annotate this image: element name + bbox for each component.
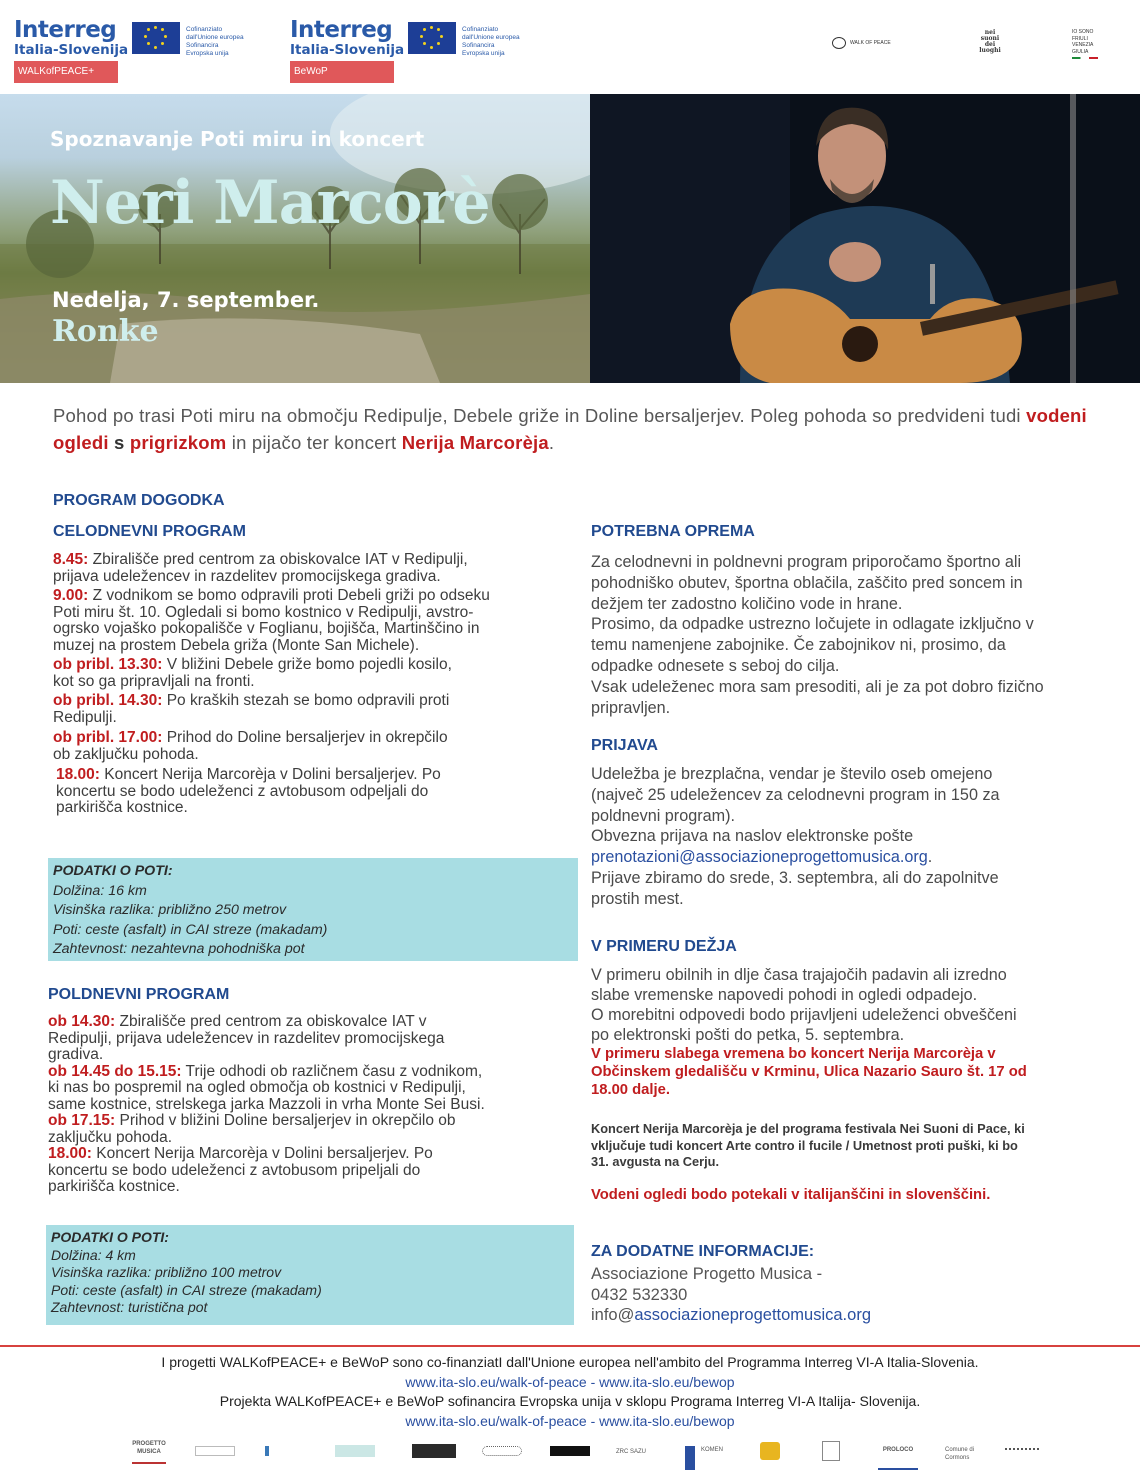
- half-day-title: POLDNEVNI PROGRAM: [48, 986, 230, 1003]
- festival-note: Koncert Nerija Marcorèja je del programa festivala Nei Suoni di Pace, ki vključuje tudi koncert Arte contro il fucile / Umetnost proti puški, ki bo 31. avgusta na Cerju.: [591, 1121, 1025, 1169]
- language-note: Vodeni ogledi bodo potekali v italijanščini in slovenščini.: [591, 1187, 991, 1203]
- highlight-concert: Nerija Marcorèja: [401, 432, 549, 453]
- intro-paragraph: Pohod po trasi Poti miru na območju Redipulje, Debele griže in Doline bersaljerjev. Poleg pohoda so predvideni tudi vodeni ogledi s prigrizkom in pijačo ter koncert Nerija Marcorèja.: [53, 405, 1087, 453]
- partner-logo: [1005, 1448, 1039, 1472]
- partner-logo: [265, 1446, 307, 1456]
- program-title: PROGRAM DOGODKA: [53, 492, 225, 509]
- project-badge: BeWoP: [290, 61, 394, 83]
- event-date: Nedelja, 7. september.: [52, 288, 320, 312]
- highlight-guided-tours: vodeni ogledi: [53, 405, 1087, 453]
- eu-cofund-text: Cofinanziato dall'Unione europea Sofinancira Evropska unija: [462, 26, 520, 57]
- footer-divider: [0, 1345, 1140, 1347]
- friuli-venezia-giulia-logo: IO SONO FRIULI VENEZIA GIULIA: [1072, 29, 1106, 59]
- performer-name: Neri Marcorè: [50, 168, 490, 238]
- registration-email-link[interactable]: prenotazioni@associazioneprogettomusica.org: [591, 848, 928, 867]
- partner-logo: Comune di Cormons: [945, 1447, 975, 1461]
- flag-stripes: [1072, 57, 1098, 59]
- walk-of-peace-logo: WALK OF PEACE: [832, 36, 902, 50]
- partner-logo: [195, 1446, 235, 1456]
- landscape-photo: [0, 94, 590, 383]
- interreg-logo-walkofpeace: [14, 18, 254, 84]
- equipment-text: Za celodnevni in poldnevni program priporočamo športno ali pohodniško obutev, športna oblačila, zaščito pred soncem in dežjem ter zadostno količino vode in hrane. Prosimo, da odpadke ustrezno ločujete in odlagate izključno v temu namenjene zabojnike. Če zabojnikov ni, prosimo, da odpadke odnesete s seboj do cilja. Vsak udeleženec mora sam presoditi, ali je za pot dobro fizično pripravljen.: [591, 553, 1044, 717]
- interreg-subtitle: Italia-Slovenija: [290, 42, 405, 58]
- schedule-item: ob 14.30: Zbirališče pred centrom za obiskovalce IAT v Redipulji, prijava udeležencev in razdelitev promocijskega gradiva.: [48, 1013, 445, 1063]
- info-title: ZA DODATNE INFORMACIJE:: [591, 1243, 815, 1260]
- info-phone: 0432 532330: [591, 1285, 688, 1304]
- rain-text: V primeru obilnih in dlje časa trajajočih padavin ali izredno slabe vremenske napovedi pohodi in ogledi odpadejo. O morebitni odpovedi bodo prijavljeni udeleženci obveščeni po elektronski pošti do petka, 5. septembra.: [591, 966, 1017, 1044]
- registration-text: Udeležba je brezplačna, vendar je število oseb omejeno (največ 25 udeležencev za celodnevni program in 150 za poldnevni program). Obvezna prijava na naslov elektronske pošte prenotazioni@associazioneprogettomusica.org. Prijave zbiramo do srede, 3. septembra, ali do zapolnitve prostih mest.: [591, 765, 1000, 908]
- equipment-title: POTREBNA OPREMA: [591, 523, 755, 540]
- event-place: Ronke: [52, 314, 159, 349]
- partner-logo: PROGETTO MUSICA: [132, 1440, 166, 1464]
- rain-title: V PRIMERU DEŽJA: [591, 938, 737, 955]
- interreg-logo-bewop: [290, 18, 530, 84]
- route-info-full: PODATKI O POTI: Dolžina: 16 km Visinška razlika: približno 250 metrov Poti: ceste (asfalt) in CAI streze (makadam) Zahtevnost: nezahtevna pohodniška pot: [48, 858, 578, 961]
- schedule-item: 9.00: Z vodnikom se bomo odpravili proti Debeli griži po odseku Poti miru št. 10. Ogledali si bomo kostnico v Redipulji, avstro- ogrsko vojaško pokopališče v Foglianu, bojišča, Martinščino in muzej na prostem Debela griža (Monte San Michele).: [53, 587, 490, 654]
- performer-photo: [590, 94, 1140, 383]
- hero-banner: [0, 94, 1140, 383]
- schedule-item: ob pribl. 13.30: V bližini Debele griže bomo pojedli kosilo, kot so ga pripravljali na fronti.: [53, 656, 452, 690]
- project-badge: WALKofPEACE+: [14, 61, 118, 83]
- highlight-snack: prigrizkom: [129, 432, 227, 453]
- eu-cofund-text: Cofinanziato dall'Unione europea Sofinancira Evropska unija: [186, 26, 244, 57]
- schedule-item: ob pribl. 14.30: Po kraških stezah se bomo odpravili proti Redipulji.: [53, 692, 450, 726]
- full-day-schedule: [53, 552, 583, 817]
- footer-slovenian: Projekta WALKofPEACE+ e BeWoP sofinancira Evropska unija v sklopu Programa Interreg VI-A Italija- Slovenija.: [219, 1393, 921, 1409]
- footer-links-italian[interactable]: www.ita-slo.eu/walk-of-peace - www.ita-slo.eu/bewop: [405, 1373, 735, 1390]
- full-day-title: CELODNEVNI PROGRAM: [53, 523, 246, 540]
- half-day-schedule: [48, 1014, 578, 1196]
- registration-title: PRIJAVA: [591, 737, 658, 754]
- partner-logo: ZRC SAZU: [616, 1449, 646, 1455]
- eu-flag-icon: [132, 22, 180, 54]
- partner-logo: PROLOCO: [878, 1446, 918, 1470]
- performer-illustration: [590, 94, 1140, 383]
- footer-italian: I progetti WALKofPEACE+ e BeWoP sono co-finanziatI dall'Unione europea nell'ambito del Programma Interreg VI-A Italia-Slovenia.: [161, 1354, 979, 1370]
- info-contact: Associazione Progetto Musica - 0432 532330 info@associazioneprogettomusica.org: [591, 1264, 1131, 1326]
- info-organization: Associazione Progetto Musica -: [591, 1265, 823, 1283]
- schedule-item: 8.45: Zbirališče pred centrom za obiskovalce IAT v Redipulji, prijava udeležencev in razdelitev promocijskega gradiva.: [53, 551, 468, 585]
- schedule-item: ob 14.45 do 15.15: Trije odhodi ob različnem času z vodnikom, ki nas bo pospremil na ogled območja ob kostnici v Redipulji, same kostnice, strelskega jarka Mazzoli in vrha Monte Sei Busi.: [48, 1062, 485, 1113]
- rain-concert-notice: V primeru slabega vremena bo koncert Nerija Marcorèja v Občinskem gledališču v Krminu, Ulica Nazario Sauro št. 17 od 18.00 dalje.: [591, 1046, 1027, 1098]
- partner-logo: KOMEN: [685, 1446, 727, 1470]
- interreg-subtitle: Italia-Slovenija: [14, 42, 129, 58]
- partner-logos: [120, 1440, 1080, 1468]
- footer-funding: [0, 1353, 1140, 1431]
- partner-logo: [482, 1446, 522, 1456]
- partner-logo: [760, 1442, 780, 1460]
- interreg-title: Interreg: [290, 17, 393, 43]
- footer-links-slovenian[interactable]: www.ita-slo.eu/walk-of-peace - www.ita-slo.eu/bewop: [405, 1412, 735, 1429]
- schedule-item: 18.00: Koncert Nerija Marcorèja v Dolini bersaljerjev. Po koncertu se bodo udeleženci z avtobusom pripeljali do parkirišča kostnice.: [48, 1145, 433, 1195]
- hero-subtitle: Spoznavanje Poti miru in koncert: [50, 127, 425, 151]
- schedule-item: 18.00: Koncert Nerija Marcorèja v Dolini bersaljerjev. Po koncertu se bodo udeleženci z avtobusom odpeljali do parkirišča kostnice.: [56, 766, 441, 816]
- partner-logo: [550, 1446, 590, 1456]
- dove-icon: [832, 37, 846, 49]
- route-info-half: PODATKI O POTI: Dolžina: 4 km Visinška razlika: približno 100 metrov Poti: ceste (asfalt) in CAI streze (makadam) Zahtevnost: turistična pot: [46, 1225, 574, 1325]
- schedule-item: ob pribl. 17.00: Prihod do Doline bersaljerjev in okrepčilo ob zaključku pohoda.: [53, 729, 448, 763]
- info-email-link[interactable]: associazioneprogettomusica.org: [634, 1306, 871, 1324]
- interreg-title: Interreg: [14, 17, 117, 43]
- partner-logo: [412, 1444, 456, 1458]
- eu-flag-icon: [408, 22, 456, 54]
- nei-suoni-dei-luoghi-logo: nei suoni dei luoghi: [979, 29, 1001, 54]
- schedule-item: ob 17.15: Prihod v bližini Doline bersaljerjev in okrepčilo ob zaključku pohoda.: [48, 1112, 456, 1146]
- partner-logo: [335, 1445, 375, 1457]
- partner-logo: [822, 1441, 840, 1461]
